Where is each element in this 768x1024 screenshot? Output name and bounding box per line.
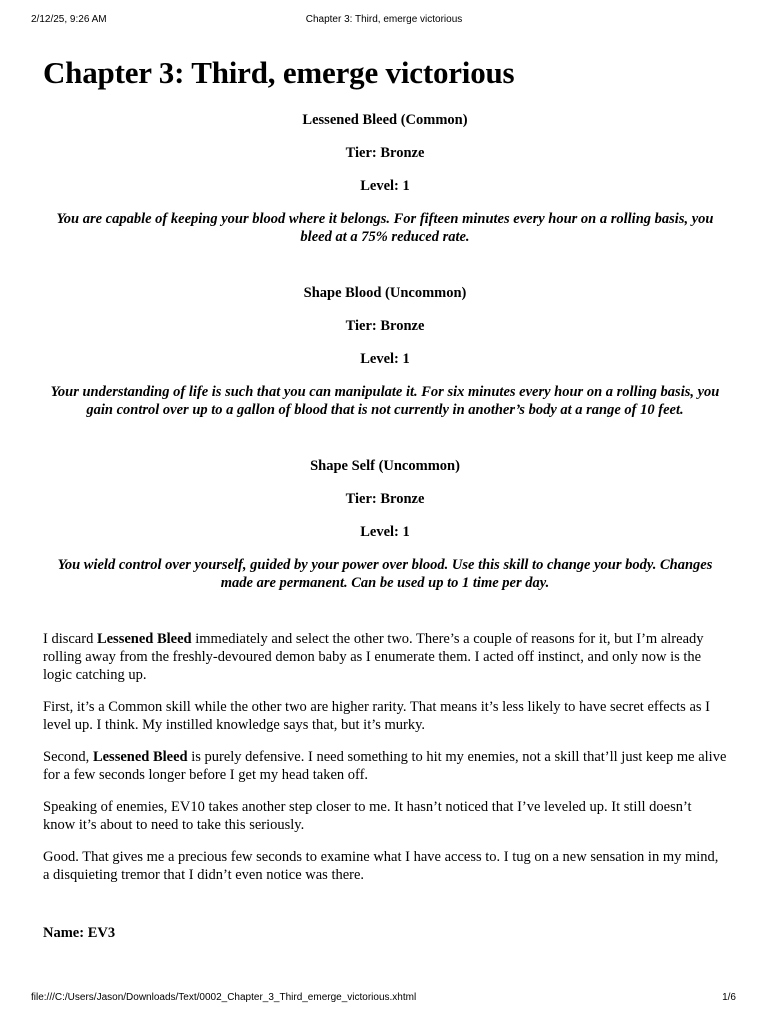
skill-level: Level: 1 bbox=[360, 351, 410, 368]
skill-description: You are capable of keeping your blood where it belongs. For fifteen minutes every hour on a rolling basis, you bleed at a 75% reduced rate. bbox=[56, 211, 714, 246]
paragraph: Speaking of enemies, EV10 takes another step closer to me. It hasn’t noticed that I’ve leveled up. It still doesn’t know it’s about to need to take this seriously. bbox=[43, 799, 692, 834]
print-file-path: file:///C:/Users/Jason/Downloads/Text/0002_Chapter_3_Third_emerge_victorious.xhtml bbox=[31, 992, 417, 1003]
skill-block-shape-self bbox=[43, 457, 727, 592]
skill-tier: Tier: Bronze bbox=[345, 318, 425, 335]
print-datetime: 2/12/25, 9:26 AM bbox=[31, 14, 107, 25]
paragraph-text: is purely defensive. I need something to hit my enemies, not a skill that’ll just keep me alive for a few seconds longer before I get my head taken off. bbox=[43, 749, 727, 784]
skill-reference: Lessened Bleed bbox=[96, 631, 192, 648]
skill-name: Shape Self (Uncommon) bbox=[310, 458, 460, 475]
skill-tier: Tier: Bronze bbox=[345, 491, 425, 508]
document-content bbox=[43, 54, 727, 942]
skill-name: Lessened Bleed (Common) bbox=[302, 112, 468, 129]
print-doc-title: Chapter 3: Third, emerge victorious bbox=[305, 14, 463, 25]
skill-description: You wield control over yourself, guided by your power over blood. Use this skill to change your body. Changes made are permanent. Can be used up to 1 time per day. bbox=[57, 557, 713, 592]
skill-reference: Lessened Bleed bbox=[92, 749, 188, 766]
paragraph-text: Second, bbox=[43, 749, 93, 766]
skill-level: Level: 1 bbox=[360, 524, 410, 541]
prose-section bbox=[43, 630, 727, 884]
paragraph-text: I discard bbox=[43, 631, 97, 648]
skill-name: Shape Blood (Uncommon) bbox=[303, 285, 467, 302]
paragraph-text: immediately and select the other two. There’s a couple of reasons for it, but I’m already rolling away from the freshly-devoured demon baby as I enumerate them. I acted off instinct, and only now is the logic catching up. bbox=[43, 631, 704, 684]
print-footer bbox=[0, 992, 768, 1012]
paragraph bbox=[43, 748, 727, 784]
skill-block-shape-blood bbox=[43, 284, 727, 419]
skill-block-lessened-bleed bbox=[43, 111, 727, 246]
status-name-line: Name: EV3 bbox=[43, 925, 116, 942]
paragraph bbox=[43, 630, 727, 684]
skill-tier: Tier: Bronze bbox=[345, 145, 425, 162]
print-page-indicator: 1/6 bbox=[722, 992, 736, 1003]
paragraph: First, it’s a Common skill while the other two are higher rarity. That means it’s less likely to have secret effects as I level up. I think. My instilled knowledge says that, but it’s murky. bbox=[43, 699, 710, 734]
print-header bbox=[0, 14, 768, 34]
skill-description: Your understanding of life is such that you can manipulate it. For six minutes every hour on a rolling basis, you gain control over up to a gallon of blood that is not currently in another’s body at a range of 10 feet. bbox=[50, 384, 720, 419]
chapter-title: Chapter 3: Third, emerge victorious bbox=[43, 55, 515, 90]
paragraph: Good. That gives me a precious few seconds to examine what I have access to. I tug on a new sensation in my mind, a disquieting tremor that I didn’t even notice was there. bbox=[43, 849, 719, 884]
skill-level: Level: 1 bbox=[360, 178, 410, 195]
